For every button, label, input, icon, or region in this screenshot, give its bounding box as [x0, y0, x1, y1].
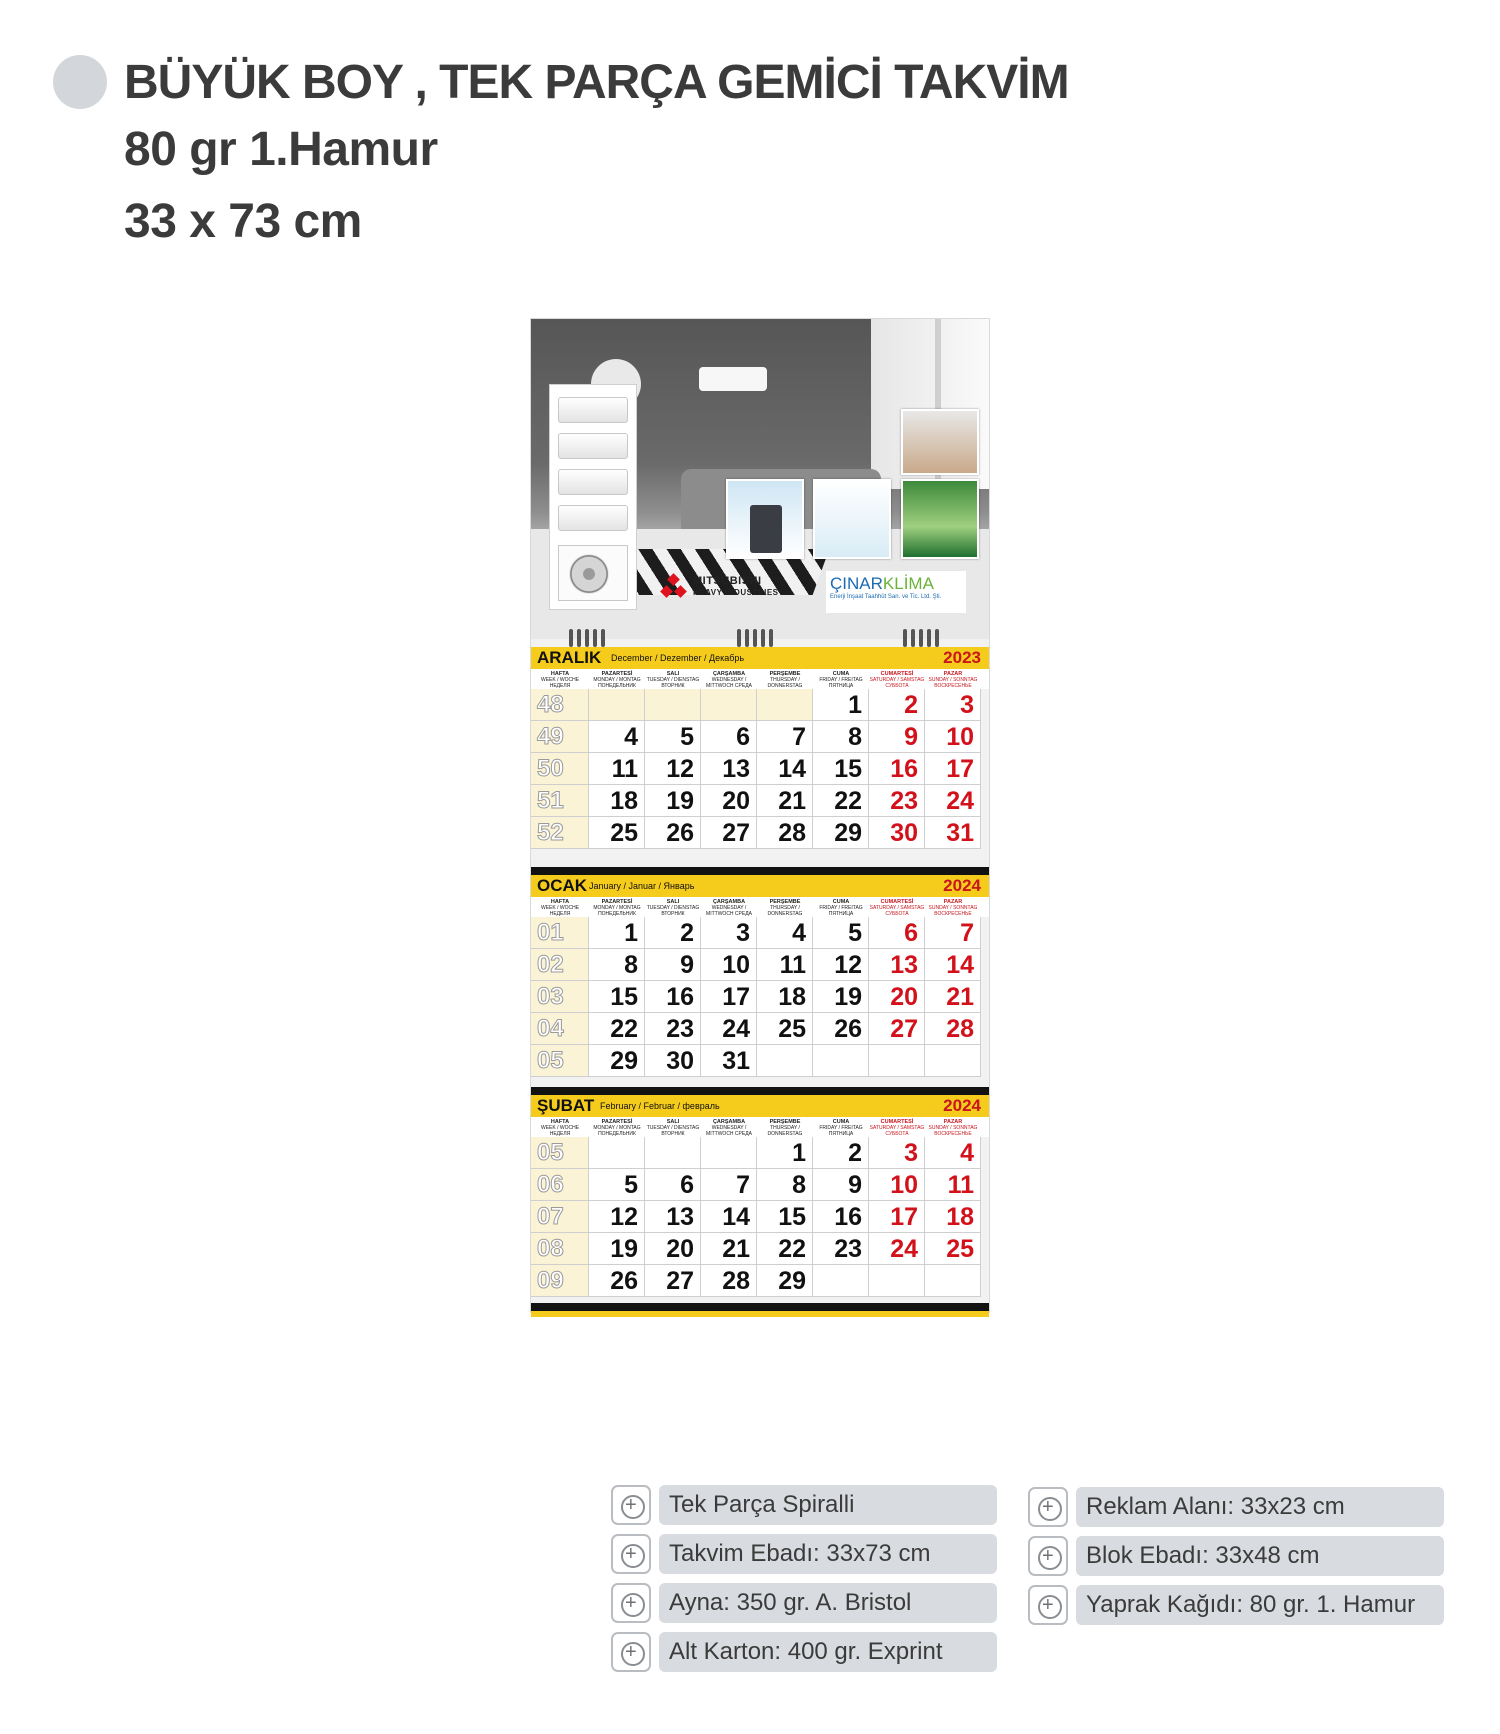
day-cell: 31	[701, 1045, 757, 1077]
weekday-header: PAZAR SUNDAY / SONNTAG ВОСКРЕСЕНЬЕ	[928, 671, 978, 689]
weekday-header: PERŞEMBE THURSDAY / DONNERSTAG	[767, 899, 803, 917]
day-cell: 29	[757, 1265, 813, 1297]
month-header	[531, 647, 989, 669]
week-row	[531, 1233, 989, 1265]
plus-circle-icon: +	[611, 1632, 651, 1672]
day-cell: 15	[813, 753, 869, 785]
day-cell: 20	[645, 1233, 701, 1265]
day-cell: 19	[813, 981, 869, 1013]
day-cell: 11	[589, 753, 645, 785]
day-cell: 18	[925, 1201, 981, 1233]
weekday-header: CUMARTESİ SATURDAY / SAMSTAG СУББОТА	[869, 1119, 925, 1137]
day-cell: 24	[925, 785, 981, 817]
day-cell: 10	[925, 721, 981, 753]
weekday-header: CUMA FRIDAY / FREITAG ПЯТНИЦА	[819, 671, 863, 689]
day-cell: 26	[813, 1013, 869, 1045]
day-cell: 8	[813, 721, 869, 753]
week-row	[531, 753, 989, 785]
month-year: 2023	[943, 648, 981, 667]
calendar-preview	[530, 318, 990, 1313]
week-row	[531, 721, 989, 753]
header-bullet	[53, 55, 107, 109]
spec-label: Reklam Alanı: 33x23 cm	[1076, 1487, 1444, 1527]
day-cell	[869, 1265, 925, 1297]
day-cell: 18	[589, 785, 645, 817]
spec-item	[1028, 1585, 1444, 1625]
day-cell	[645, 689, 701, 721]
week-row	[531, 785, 989, 817]
day-cell	[925, 1045, 981, 1077]
weekday-header: PERŞEMBE THURSDAY / DONNERSTAG	[767, 671, 803, 689]
plus-circle-icon: +	[1028, 1536, 1068, 1576]
weekday-header: PAZARTESİ MONDAY / MONTAG ПОНЕДЕЛЬНИК	[593, 899, 641, 917]
day-cell	[589, 689, 645, 721]
day-cell: 21	[701, 1233, 757, 1265]
weekday-header: CUMA FRIDAY / FREITAG ПЯТНИЦА	[819, 899, 863, 917]
day-cell: 17	[925, 753, 981, 785]
month-translations: January / Januar / Январь	[589, 881, 695, 891]
spiral-binding	[737, 629, 773, 647]
spec-label: Tek Parça Spiralli	[659, 1485, 997, 1525]
day-cell: 22	[813, 785, 869, 817]
week-row	[531, 1169, 989, 1201]
day-cell: 12	[589, 1201, 645, 1233]
mitsubishi-diamond-icon	[661, 575, 687, 599]
spec-item	[611, 1534, 997, 1574]
day-cell: 25	[589, 817, 645, 849]
day-cell: 21	[925, 981, 981, 1013]
day-cell: 15	[757, 1201, 813, 1233]
day-cell: 6	[869, 917, 925, 949]
day-cell: 4	[589, 721, 645, 753]
month-name: ARALIK	[537, 648, 602, 667]
weekday-header: PAZARTESİ MONDAY / MONTAG ПОНЕДЕЛЬНИК	[593, 1119, 641, 1137]
day-cell: 30	[869, 817, 925, 849]
day-cell: 27	[701, 817, 757, 849]
weekday-header: PAZAR SUNDAY / SONNTAG ВОСКРЕСЕНЬЕ	[928, 1119, 978, 1137]
weekday-header-row	[531, 669, 989, 689]
day-cell: 17	[701, 981, 757, 1013]
day-cell: 4	[757, 917, 813, 949]
day-cell: 4	[925, 1137, 981, 1169]
spec-label: Yaprak Kağıdı: 80 gr. 1. Hamur	[1076, 1585, 1444, 1625]
week-row	[531, 689, 989, 721]
spec-item	[611, 1485, 997, 1525]
spec-label: Takvim Ebadı: 33x73 cm	[659, 1534, 997, 1574]
day-cell: 23	[869, 785, 925, 817]
month-block	[531, 647, 989, 849]
weekday-header: ÇARŞAMBA WEDNESDAY / MITTWOCH СРЕДА	[706, 1119, 752, 1137]
spiral-binding	[569, 629, 605, 647]
day-cell: 31	[925, 817, 981, 849]
week-row	[531, 817, 989, 849]
week-number: 52	[531, 817, 589, 849]
month-block	[531, 867, 989, 1077]
month-translations: February / Februar / февраль	[600, 1101, 720, 1111]
week-number: 06	[531, 1169, 589, 1201]
weekday-header: SALI TUESDAY / DIENSTAG ВТОРНИК	[646, 899, 700, 917]
plus-circle-icon: +	[611, 1583, 651, 1623]
day-cell: 2	[813, 1137, 869, 1169]
plus-circle-icon: +	[611, 1485, 651, 1525]
spec-item	[1028, 1487, 1444, 1527]
day-cell: 21	[757, 785, 813, 817]
day-cell: 26	[645, 817, 701, 849]
day-cell: 18	[757, 981, 813, 1013]
weekday-header-row	[531, 897, 989, 917]
day-cell: 3	[869, 1137, 925, 1169]
weekday-header: SALI TUESDAY / DIENSTAG ВТОРНИК	[646, 1119, 700, 1137]
spec-label: Alt Karton: 400 gr. Exprint	[659, 1632, 997, 1672]
day-cell: 27	[869, 1013, 925, 1045]
month-name: ŞUBAT	[537, 1096, 595, 1115]
day-cell: 5	[645, 721, 701, 753]
month-name: OCAK	[537, 876, 588, 895]
week-number: 03	[531, 981, 589, 1013]
day-cell: 28	[757, 817, 813, 849]
day-cell: 23	[813, 1233, 869, 1265]
day-cell: 27	[645, 1265, 701, 1297]
spec-item	[611, 1583, 997, 1623]
weekday-header: CUMARTESİ SATURDAY / SAMSTAG СУББОТА	[869, 671, 925, 689]
weekday-header: HAFTA WEEK / WOCHE НЕДЕЛЯ	[540, 1119, 580, 1137]
day-cell: 12	[813, 949, 869, 981]
day-cell	[869, 1045, 925, 1077]
spec-label: Blok Ebadı: 33x48 cm	[1076, 1536, 1444, 1576]
day-cell: 7	[925, 917, 981, 949]
day-cell: 10	[869, 1169, 925, 1201]
day-cell: 14	[757, 753, 813, 785]
spec-label: Ayna: 350 gr. A. Bristol	[659, 1583, 997, 1623]
ac-unit	[558, 469, 628, 495]
page-header	[124, 52, 1069, 258]
plus-circle-icon: +	[1028, 1487, 1068, 1527]
day-cell: 25	[925, 1233, 981, 1265]
day-cell: 24	[701, 1013, 757, 1045]
weekday-header: PERŞEMBE THURSDAY / DONNERSTAG	[767, 1119, 803, 1137]
day-cell: 2	[869, 689, 925, 721]
paper-spec: 80 gr 1.Hamur	[124, 123, 438, 176]
day-cell: 1	[813, 689, 869, 721]
week-number: 02	[531, 949, 589, 981]
r32-brochure-thumbnail	[901, 479, 979, 559]
day-cell: 28	[701, 1265, 757, 1297]
day-cell	[925, 1265, 981, 1297]
day-cell: 13	[869, 949, 925, 981]
weekday-header: CUMARTESİ SATURDAY / SAMSTAG СУББОТА	[869, 899, 925, 917]
spec-item	[611, 1632, 997, 1672]
day-cell: 14	[925, 949, 981, 981]
month-header	[531, 1095, 989, 1117]
month-year: 2024	[943, 1096, 981, 1115]
day-cell: 9	[813, 1169, 869, 1201]
day-cell: 16	[813, 1201, 869, 1233]
month-block	[531, 1087, 989, 1317]
day-cell: 29	[813, 817, 869, 849]
day-cell: 23	[645, 1013, 701, 1045]
week-number: 07	[531, 1201, 589, 1233]
day-cell: 20	[701, 785, 757, 817]
product-brochure-thumbnail	[813, 479, 891, 559]
mitsubishi-logo: MITSUBISHI HEAVY INDUSTRIES	[661, 575, 779, 599]
day-cell: 16	[645, 981, 701, 1013]
day-cell: 7	[701, 1169, 757, 1201]
week-row	[531, 949, 989, 981]
air-purifier-thumbnail	[726, 479, 804, 559]
weekday-header: ÇARŞAMBA WEDNESDAY / MITTWOCH СРЕДА	[706, 671, 752, 689]
day-cell: 16	[869, 753, 925, 785]
day-cell	[757, 1045, 813, 1077]
day-cell: 11	[925, 1169, 981, 1201]
day-cell: 8	[589, 949, 645, 981]
day-cell: 7	[757, 721, 813, 753]
day-cell: 3	[701, 917, 757, 949]
day-cell	[757, 689, 813, 721]
day-cell: 12	[645, 753, 701, 785]
spec-item	[1028, 1536, 1444, 1576]
day-cell: 26	[589, 1265, 645, 1297]
day-cell: 9	[645, 949, 701, 981]
week-number: 51	[531, 785, 589, 817]
day-cell: 14	[701, 1201, 757, 1233]
weekday-header: HAFTA WEEK / WOCHE НЕДЕЛЯ	[540, 671, 580, 689]
weekday-header-row	[531, 1117, 989, 1137]
ac-unit	[558, 505, 628, 531]
day-cell: 22	[589, 1013, 645, 1045]
day-cell	[701, 689, 757, 721]
week-row	[531, 1265, 989, 1297]
week-number: 49	[531, 721, 589, 753]
day-cell	[813, 1265, 869, 1297]
day-cell: 1	[589, 917, 645, 949]
day-cell: 5	[813, 917, 869, 949]
week-number: 05	[531, 1045, 589, 1077]
day-cell: 19	[645, 785, 701, 817]
family-thumbnail	[901, 409, 979, 475]
day-cell	[589, 1137, 645, 1169]
day-cell: 10	[701, 949, 757, 981]
day-cell: 13	[645, 1201, 701, 1233]
day-cell: 9	[869, 721, 925, 753]
week-number: 50	[531, 753, 589, 785]
week-number: 08	[531, 1233, 589, 1265]
day-cell: 6	[645, 1169, 701, 1201]
weekday-header: CUMA FRIDAY / FREITAG ПЯТНИЦА	[819, 1119, 863, 1137]
month-year: 2024	[943, 876, 981, 895]
size-spec: 33 x 73 cm	[124, 195, 362, 248]
wall-ac-decor	[699, 367, 767, 391]
plus-circle-icon: +	[1028, 1585, 1068, 1625]
day-cell: 13	[701, 753, 757, 785]
week-number: 09	[531, 1265, 589, 1297]
day-cell: 11	[757, 949, 813, 981]
week-row	[531, 981, 989, 1013]
week-number: 04	[531, 1013, 589, 1045]
day-cell	[813, 1045, 869, 1077]
week-row	[531, 1013, 989, 1045]
week-row	[531, 1137, 989, 1169]
day-cell: 25	[757, 1013, 813, 1045]
day-cell: 3	[925, 689, 981, 721]
day-cell: 24	[869, 1233, 925, 1265]
day-cell	[645, 1137, 701, 1169]
week-row	[531, 1045, 989, 1077]
cinar-klima-logo: ÇINARKLİMA Enerji İnşaat Taahhüt San. ve Tic. Ltd. Şti.	[826, 571, 966, 613]
day-cell: 22	[757, 1233, 813, 1265]
page-title: BÜYÜK BOY , TEK PARÇA GEMİCİ TAKVİM	[124, 56, 1069, 109]
weekday-header: PAZARTESİ MONDAY / MONTAG ПОНЕДЕЛЬНИК	[593, 671, 641, 689]
plus-circle-icon: +	[611, 1534, 651, 1574]
day-cell: 30	[645, 1045, 701, 1077]
week-number: 01	[531, 917, 589, 949]
spiral-binding	[903, 629, 939, 647]
weekday-header: SALI TUESDAY / DIENSTAG ВТОРНИК	[646, 671, 700, 689]
day-cell: 20	[869, 981, 925, 1013]
day-cell	[701, 1137, 757, 1169]
week-row	[531, 1201, 989, 1233]
month-header	[531, 875, 989, 897]
day-cell: 2	[645, 917, 701, 949]
day-cell: 17	[869, 1201, 925, 1233]
ac-unit	[558, 433, 628, 459]
weekday-header: HAFTA WEEK / WOCHE НЕДЕЛЯ	[540, 899, 580, 917]
day-cell: 6	[701, 721, 757, 753]
day-cell: 1	[757, 1137, 813, 1169]
day-cell: 8	[757, 1169, 813, 1201]
day-cell: 29	[589, 1045, 645, 1077]
day-cell: 5	[589, 1169, 645, 1201]
day-cell: 15	[589, 981, 645, 1013]
day-cell: 28	[925, 1013, 981, 1045]
week-number: 05	[531, 1137, 589, 1169]
week-row	[531, 917, 989, 949]
day-cell: 19	[589, 1233, 645, 1265]
weekday-header: ÇARŞAMBA WEDNESDAY / MITTWOCH СРЕДА	[706, 899, 752, 917]
weekday-header: PAZAR SUNDAY / SONNTAG ВОСКРЕСЕНЬЕ	[928, 899, 978, 917]
advert-photo	[531, 319, 989, 639]
week-number: 48	[531, 689, 589, 721]
ac-unit	[558, 397, 628, 423]
month-translations: December / Dezember / Декабрь	[611, 653, 745, 663]
